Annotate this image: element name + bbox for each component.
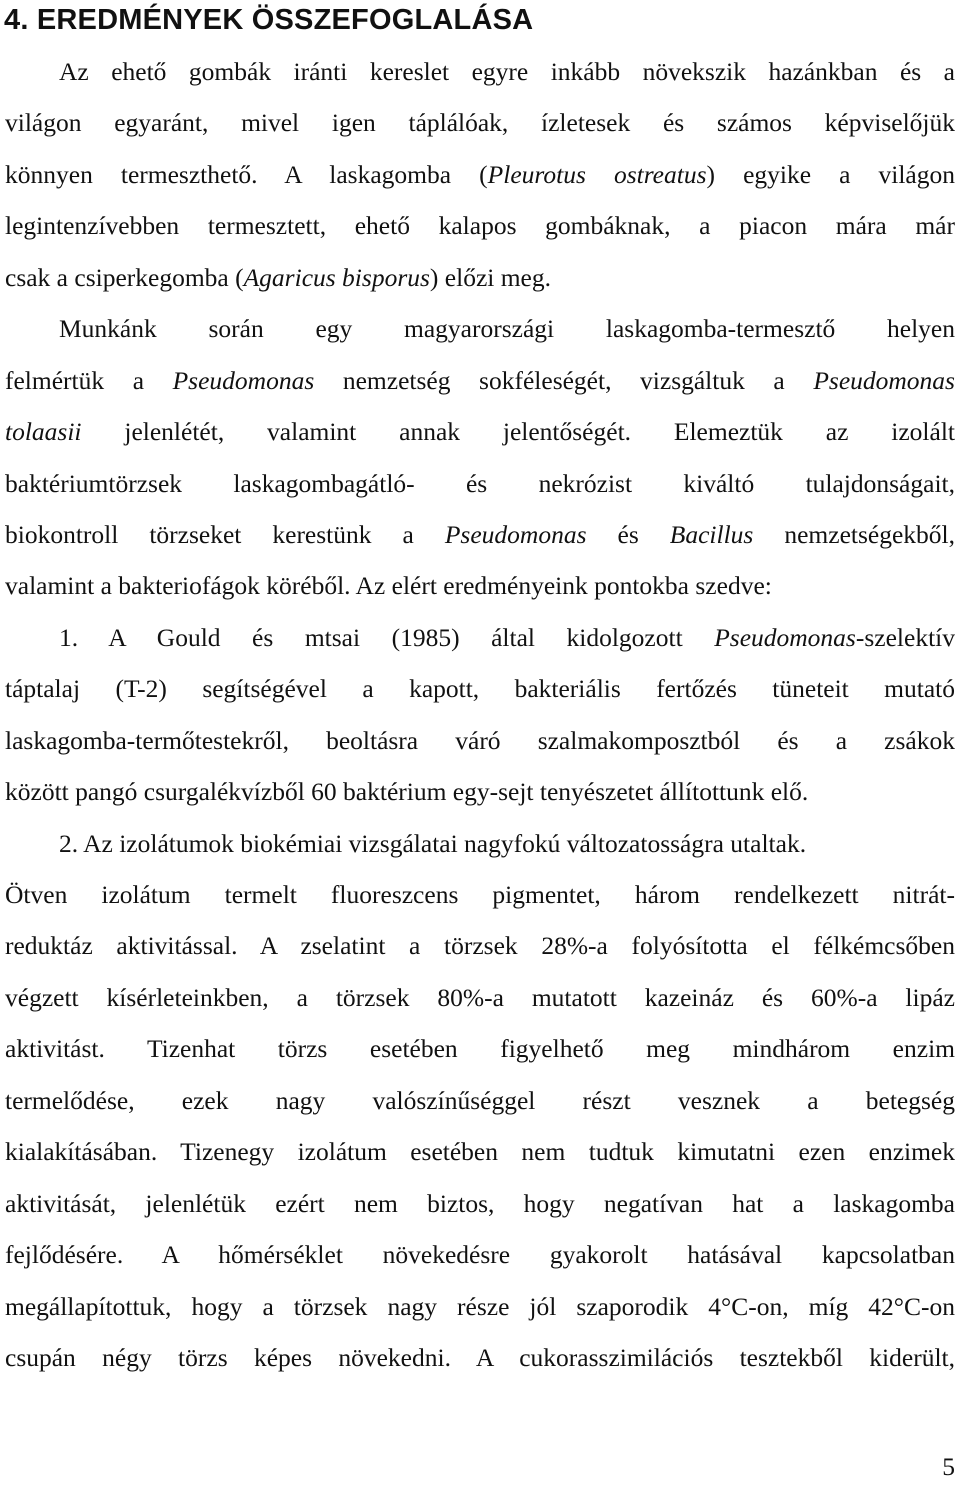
text-segment: között pangó csurgalékvízből 60 baktérium egy-sejt tenyészetet állítottunk elő. — [5, 777, 809, 807]
text-segment: nemzetség sokféleségét, vizsgáltuk a — [314, 365, 814, 395]
text-segment: aktivitást. Tizenhat törzs esetében figyelhető meg mindhárom enzim — [5, 1034, 955, 1064]
text-line — [5, 1178, 955, 1229]
italic-term: tolaasii — [5, 417, 82, 447]
text-line — [5, 46, 955, 97]
text-segment: termelődése, ezek nagy valószínűséggel részt vesznek a betegség — [5, 1085, 955, 1115]
italic-term: Pseudomonas — [172, 365, 315, 395]
text-line — [5, 612, 955, 663]
text-segment: legintenzívebben termesztett, ehető kalapos gombáknak, a piacon mára már — [5, 211, 955, 241]
text-line — [5, 869, 955, 920]
text-segment: és — [586, 519, 670, 549]
text-line — [5, 252, 955, 303]
text-segment: 2. Az izolátumok biokémiai vizsgálatai nagyfokú változatosságra utaltak. — [59, 828, 807, 858]
text-segment: végzett kísérleteinkben, a törzsek 80%-a mutatott kazeináz és 60%-a lipáz — [5, 982, 955, 1012]
text-line — [5, 1023, 955, 1074]
text-segment: aktivitását, jelenlétük ezért nem biztos, hogy negatívan hat a laskagomba — [5, 1188, 955, 1218]
text-line — [5, 560, 955, 611]
italic-term: Pseudomonas — [813, 365, 955, 395]
text-line — [5, 458, 955, 509]
text-segment: baktériumtörzsek laskagombagátló- és nekrózist kiváltó tulajdonságait, — [5, 468, 955, 498]
text-segment: laskagomba-termőtestekről, beoltásra váró szalmakomposztból és a zsákok — [5, 725, 955, 755]
italic-term: Pseudomonas — [714, 622, 856, 652]
section-heading: 4. EREDMÉNYEK ÖSSZEFOGLALÁSA — [4, 4, 534, 36]
text-line — [5, 1281, 955, 1332]
text-line — [5, 818, 955, 869]
text-line — [5, 303, 955, 354]
italic-term: Pseudomonas — [444, 519, 587, 549]
text-segment: ) egyike a világon — [706, 159, 955, 189]
text-line — [5, 920, 955, 971]
text-segment: ) előzi meg. — [429, 262, 551, 292]
italic-term: Pleurotus ostreatus — [487, 159, 707, 189]
text-segment: valamint a bakteriofágok köréből. Az elért eredményeink pontokba szedve: — [5, 571, 772, 601]
text-line — [5, 97, 955, 148]
text-segment: Munkánk során egy magyarországi laskagomba-termesztő helyen — [59, 314, 955, 344]
italic-term: Agaricus bisporus — [243, 262, 430, 292]
text-segment: világon egyaránt, mivel igen táplálóak, ízletesek és számos képviselőjük — [5, 108, 955, 138]
text-segment: Az ehető gombák iránti kereslet egyre inkább növekszik hazánkban és a — [59, 57, 955, 86]
text-segment: nemzetségekből, — [753, 519, 955, 549]
body-text — [5, 46, 955, 1383]
text-line — [5, 1075, 955, 1126]
text-line — [5, 355, 955, 406]
text-line — [5, 1332, 955, 1383]
text-line — [5, 406, 955, 457]
text-line — [5, 509, 955, 560]
text-line — [5, 200, 955, 251]
text-segment: reduktáz aktivitással. A zselatint a törzsek 28%-a folyósította el félkémcsőben — [5, 931, 955, 961]
text-line — [5, 1229, 955, 1280]
page-number: 5 — [942, 1452, 955, 1481]
text-line — [5, 715, 955, 766]
text-segment: könnyen termeszthető. A laskagomba ( — [5, 159, 488, 189]
text-segment: jelenlétét, valamint annak jelentőségét. Elemeztük az izolált — [81, 417, 955, 447]
text-segment: fejlődésére. A hőmérséklet növekedésre gyakorolt hatásával kapcsolatban — [5, 1240, 955, 1270]
italic-term: Bacillus — [669, 519, 754, 549]
text-segment: megállapítottuk, hogy a törzsek nagy része jól szaporodik 4°C-on, míg 42°C-on — [5, 1291, 955, 1321]
text-line — [5, 766, 955, 817]
text-segment: 1. A Gould és mtsai (1985) által kidolgozott — [59, 622, 715, 652]
text-segment: felmértük a — [5, 365, 173, 395]
text-segment: biokontroll törzseket kerestünk a — [5, 519, 445, 549]
text-line — [5, 972, 955, 1023]
text-segment: csak a csiperkegomba ( — [5, 262, 244, 292]
text-segment: kialakításában. Tizenegy izolátum esetében nem tudtuk kimutatni ezen enzimek — [5, 1137, 955, 1167]
text-segment: csupán négy törzs képes növekedni. A cukorasszimilációs tesztekből kiderült, — [5, 1342, 955, 1372]
text-segment: táptalaj (T-2) segítségével a kapott, bakteriális fertőzés tüneteit mutató — [5, 674, 955, 704]
text-line — [5, 663, 955, 714]
text-segment: Ötven izolátum termelt fluoreszcens pigmentet, három rendelkezett nitrát- — [5, 880, 955, 909]
text-line — [5, 1126, 955, 1177]
text-line — [5, 149, 955, 200]
text-segment: -szelektív — [855, 622, 955, 652]
